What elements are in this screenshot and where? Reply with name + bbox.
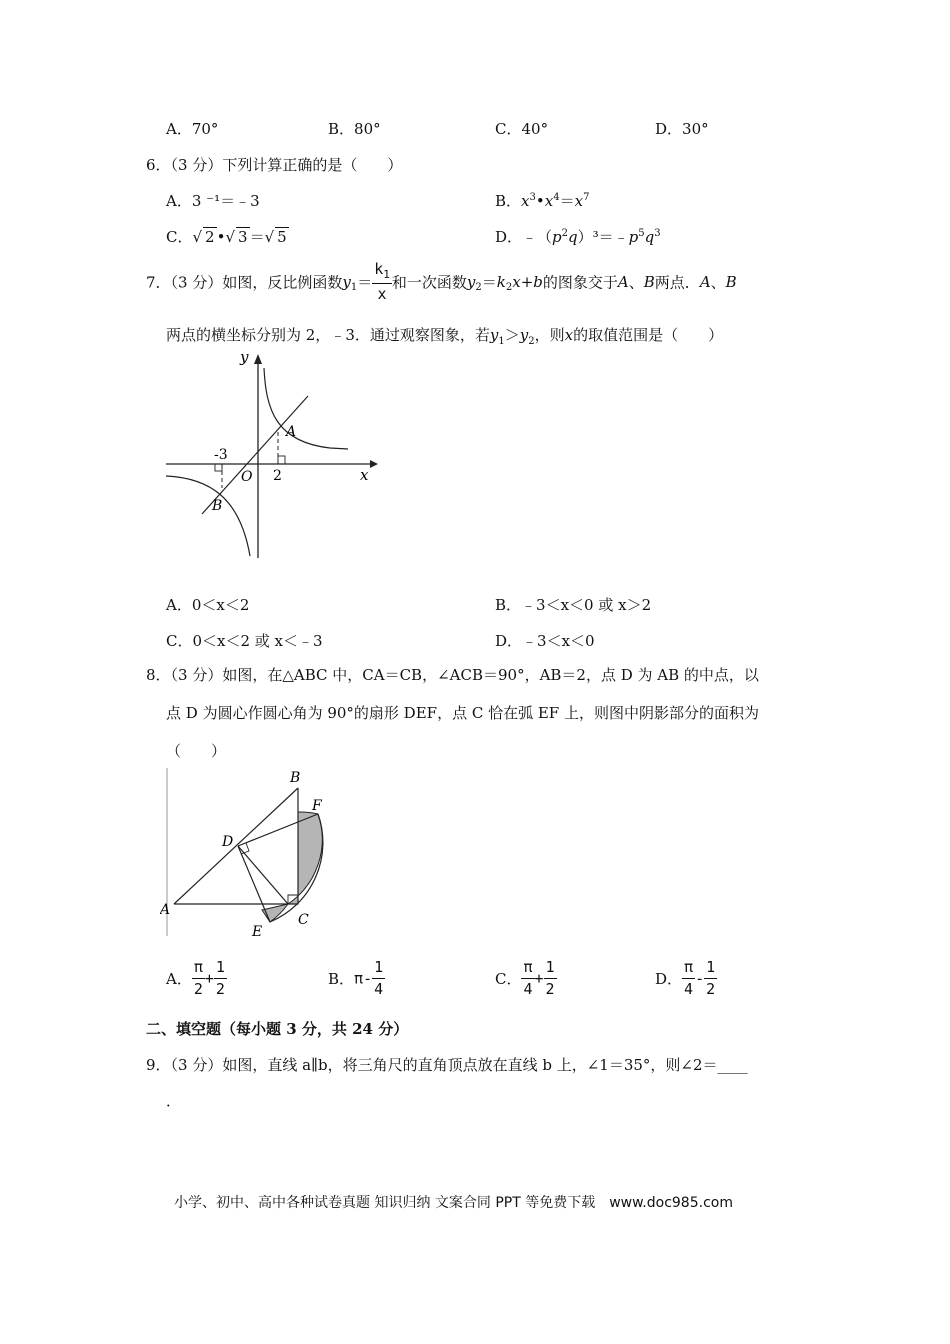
q8-stem-line2: 点 D 为圆心作圆心角为 90°的扇形 DEF，点 C 恰在弧 EF 上，则图中阴影部分的面积为 — [166, 704, 759, 722]
q8-stem-line1: 8．（3 分）如图，在△ABC 中，CA＝CB，∠ACB＝90°，AB＝2，点 D 为 AB 的中点，以 — [146, 666, 759, 684]
q7-option-c: C．0＜x＜2 或 x＜﹣3 — [166, 632, 323, 650]
q6-option-b: B．$x^3•x^4=x^7$ — [495, 192, 590, 210]
point-a-label: A — [286, 424, 297, 440]
point-b-label: B — [212, 498, 223, 514]
point-d-label: D — [222, 834, 234, 850]
segment-ab — [174, 788, 298, 904]
x-axis-arrow-icon — [370, 460, 378, 468]
q8-option-b: B．π- $\frac{1}{4}$ — [328, 958, 384, 998]
q5-option-d: D．30° — [655, 120, 709, 138]
q8-option-a: A． $\frac{\pi}{2}$ + $\frac{1}{2}$ — [166, 958, 225, 998]
q7-option-b: B．﹣3＜x＜0 或 x＞2 — [495, 596, 652, 614]
q8-option-d: D． $\frac{\pi}{4}$ - $\frac{1}{2}$ — [655, 958, 716, 998]
point-e-label: E — [252, 924, 263, 940]
right-angle-mark-b — [215, 464, 222, 471]
q7-fraction: $\frac{k_1}{x}$ — [374, 260, 390, 303]
q6-option-d: D．$﹣(p^2q)^3=﹣p^5q^3$ — [495, 228, 661, 246]
q8-option-c: C． $\frac{\pi}{4}$ + $\frac{1}{2}$ — [495, 958, 555, 998]
page-footer: 小学、初中、高中各种试卷真题 知识归纳 文案合同 PPT 等免费下载 www.doc985.com — [174, 1195, 733, 1211]
q6-option-a: A．3 ⁻¹＝﹣3 — [166, 192, 260, 210]
q7-stem-line1: 7．（3 分）如图，反比例函数$y_1=$ $\frac{k_1}{x}$ 和一次函数$y_2=k_2x+b$的图象交于A、B两点．A、B — [146, 260, 737, 303]
q7-option-d: D．﹣3＜x＜0 — [495, 632, 595, 650]
q9-stem-line1: 9．（3 分）如图，直线 a∥b，将三角尺的直角顶点放在直线 b 上，∠1＝35°，则∠2＝____ — [146, 1056, 748, 1074]
point-b-label: B — [290, 770, 301, 786]
q6-option-c: C．√ 2 •√ 3 ＝√ 5 — [166, 228, 287, 246]
y-axis-arrow-icon — [254, 354, 262, 364]
hyperbola-branch-right — [264, 368, 348, 449]
point-a-label: A — [160, 902, 171, 918]
q7-stem-line2: 两点的横坐标分别为 2，﹣3．通过观察图象，若$y_1>y_2$，则x的取值范围是（ ） — [166, 326, 724, 347]
shaded-region-upper — [288, 812, 322, 904]
segment-de — [238, 846, 270, 922]
section-title: 二、填空题（每小题 3 分，共 24 分） — [146, 1020, 409, 1038]
y-axis-label: y — [240, 350, 249, 366]
q5-option-a: A．70° — [166, 120, 219, 138]
segment-dc — [238, 846, 288, 904]
origin-label: O — [241, 469, 253, 485]
q7-graph-figure — [160, 350, 380, 565]
q5-option-b: B．80° — [328, 120, 381, 138]
q9-stem-line2: ． — [166, 1092, 182, 1110]
hyperbola-branch-left — [166, 476, 250, 556]
right-angle-mark-a — [278, 456, 285, 464]
point-c-label: C — [298, 912, 309, 928]
q8-sector-figure — [160, 764, 335, 944]
x-axis-label: x — [360, 466, 369, 484]
q6-stem: 6．（3 分）下列计算正确的是（ ） — [146, 156, 403, 174]
q8-stem-line3: （ ） — [166, 742, 227, 760]
tick-label-neg3: -3 — [214, 447, 228, 463]
tick-label-2: 2 — [273, 468, 282, 484]
q7-option-a: A．0＜x＜2 — [166, 596, 250, 614]
q5-option-c: C．40° — [495, 120, 549, 138]
point-f-label: F — [312, 798, 322, 814]
